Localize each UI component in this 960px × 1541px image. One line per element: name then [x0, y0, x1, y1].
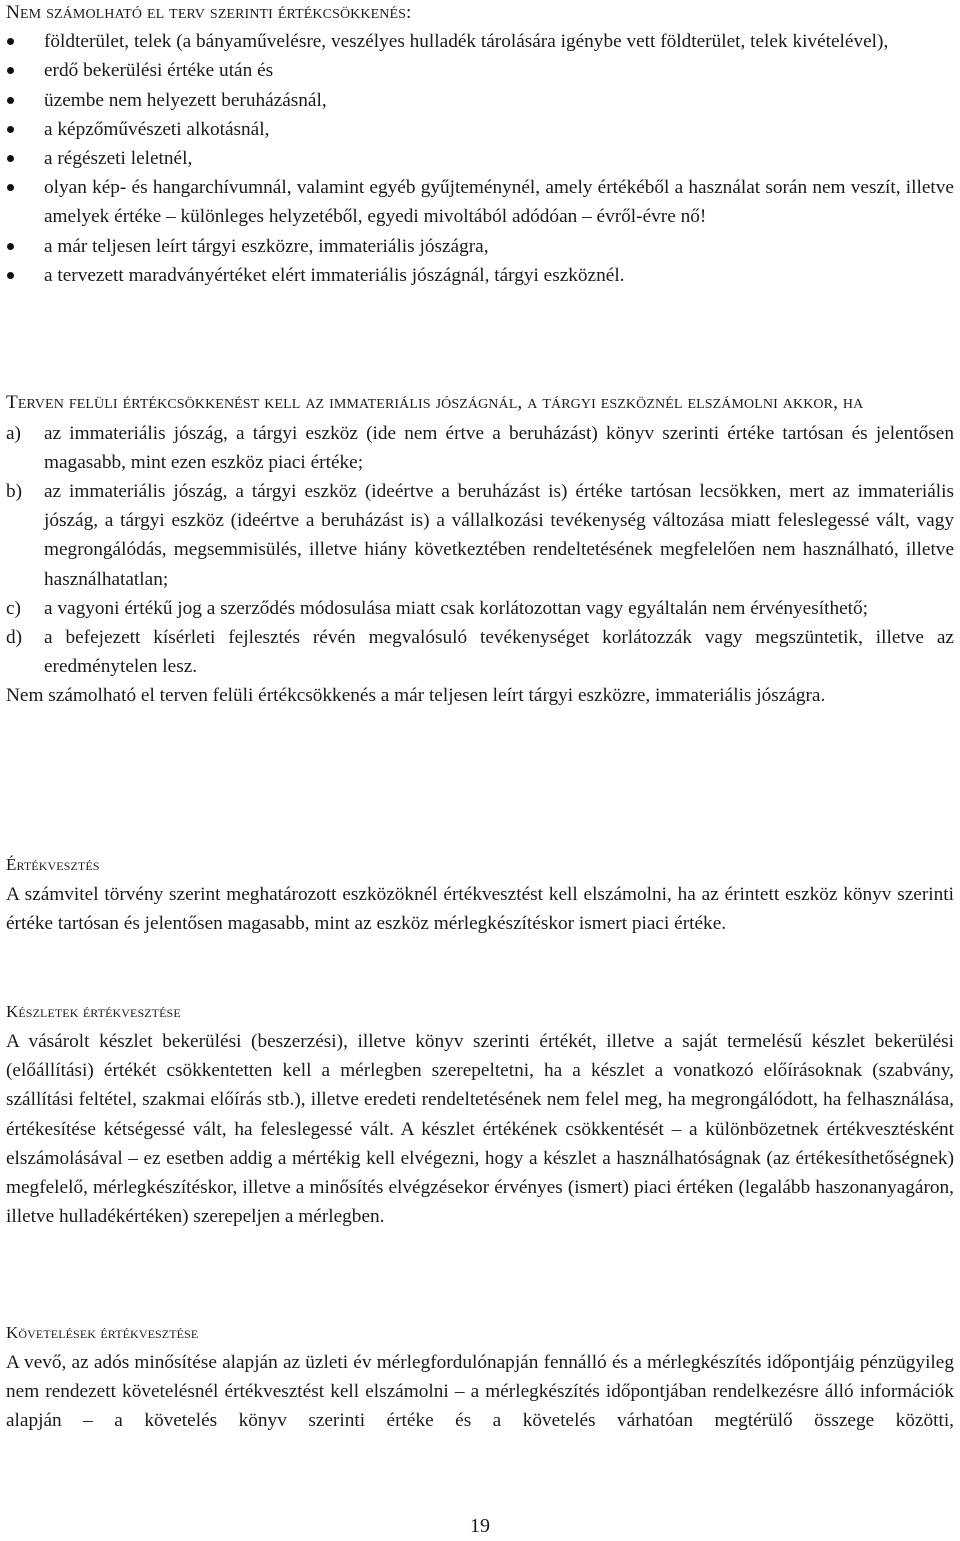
lettered-item — [6, 419, 954, 477]
closing-paragraph: Nem számolható el terven felüli értékcsökkenés a már teljesen leírt tárgyi eszközre, immateriális jószágra. — [6, 685, 826, 707]
lettered-item — [6, 477, 954, 594]
bullet-item: földterület, telek (a bányaművelésre, veszélyes hulladék tárolására igénybe vett földterület, telek kivételével), — [6, 27, 954, 56]
section-inventory-impairment — [6, 1000, 954, 1231]
bullet-item: a képzőművészeti alkotásnál, — [6, 115, 954, 144]
paragraph — [6, 1027, 954, 1231]
bullet-item: a régészeti leletnél, — [6, 144, 954, 173]
section-non-depreciable — [6, 0, 954, 290]
list-item-text: az immateriális jószág, a tárgyi eszköz (ideértve a beruházást is) értéke tartósan lecsökken, mert az immateriális jószág, a tárgyi eszköz (ideértve a beruházást is) a vállalkozási tevékenység változása miatt feleslegessé vált, vagy megrongálódás, megsemmisülés, illetve hiány következtében rendeltetésének megfelelően nem használható, illetve használhatatlan; — [44, 480, 954, 590]
bullet-item: olyan kép- és hangarchívumnál, valamint egyéb gyűjteménynél, amely értékéből a használat során nem veszít, illetve amelyek értéke – különleges helyzetéből, egyedi mivoltából adódóan – évről-évre nő! — [6, 173, 954, 231]
lettered-item — [6, 594, 954, 623]
list-marker: b) — [6, 480, 23, 502]
lettered-list — [6, 419, 954, 682]
paragraph: A számvitel törvény szerint meghatározott eszközöknél értékvesztést kell elszámolni, ha az érintett eszköz könyv szerinti értéke tartósan és jelentősen magasabb, mint az eszköz mérlegkészítéskor ismert piaci értéke. — [6, 884, 954, 935]
bullet-item: a tervezett maradványértéket elért immateriális jószágnál, tárgyi eszköznél. — [6, 261, 954, 290]
section-impairment — [6, 853, 954, 938]
section-heading: Értékvesztés — [6, 855, 100, 874]
paragraph-part: A készlet értékének csökkentését – a különbözetnek értékvesztésként elszámolásával – ez esetben addig a mértékig kell elvégezni, hogy a készlet a használhatóságnak (az értékesíthetőségnek) megfelelő, mérlegkészítéskor, illetve a minősítés elvégzésekor érvényes (ismert) piaci értéken (legalább haszonanyagáron, illetve hulladékértéken) szerepeljen a mérlegben. — [6, 1118, 955, 1228]
list-item-text: a befejezett kísérleti fejlesztés révén megvalósuló tevékenységet korlátozzák vagy megszüntetik, illetve az eredménytelen lesz. — [44, 626, 954, 678]
section-heading: Készletek értékvesztése — [6, 1002, 181, 1021]
list-marker: d) — [6, 626, 23, 648]
section-heading: Nem számolható el terv szerinti értékcsökkenés: — [6, 2, 412, 23]
bullet-item: üzembe nem helyezett beruházásnál, — [6, 86, 954, 115]
bullet-list — [6, 27, 954, 290]
list-item-text: az immateriális jószág, a tárgyi eszköz (ide nem értve a beruházást) könyv szerinti értéke tartósan és jelentősen magasabb, mint ezen eszköz piaci értéke; — [44, 422, 954, 473]
paragraph: A vevő, az adós minősítése alapján az üzleti év mérlegfordulónapján fennálló és a mérlegkészítés időpontjáig pénzügyileg nem rendezett követelésnél értékvesztést kell elszámolni – a mérlegkészítés időpontjában rendelkezésre álló információk alapján – a követelés könyv szerinti értéke és a követelés várhatóan megtérülő összege közötti, — [6, 1352, 954, 1432]
page-number: 19 — [470, 1515, 490, 1537]
paragraph-part: A vásárolt készlet bekerülési (beszerzési), illetve könyv szerinti értékét, illetve a saját termelésű készlet bekerülési (előállítási) értékét csökkentetten kell a mérlegben szerepeltetni, ha a készlet a vonatkozó előírásoknak (szabvány, szállítási feltétel, szakmai előírás stb.), illetve eredeti rendeltetésének nem felel meg, ha megrongálódott, ha felhasználása, értékesítése kétségessé vált, ha feleslegessé vált. — [6, 1031, 954, 1140]
list-marker: a) — [6, 422, 21, 444]
section-heading: Követelések értékvesztése — [6, 1323, 199, 1342]
list-item-text: a vagyoni értékű jog a szerződés módosulása miatt csak korlátozottan vagy egyáltalán nem érvényesíthető; — [44, 597, 868, 619]
list-marker: c) — [6, 597, 21, 619]
section-receivables-impairment — [6, 1321, 954, 1436]
section-extraordinary-depreciation — [6, 388, 954, 711]
lettered-item — [6, 623, 954, 681]
bullet-item: erdő bekerülési értéke után és — [6, 56, 954, 85]
bullet-item: a már teljesen leírt tárgyi eszközre, immateriális jószágra, — [6, 232, 954, 261]
section-heading: Terven felüli értékcsökkenést kell az immateriális jószágnál, a tárgyi eszköznél elszámolni akkor, ha — [6, 392, 864, 413]
